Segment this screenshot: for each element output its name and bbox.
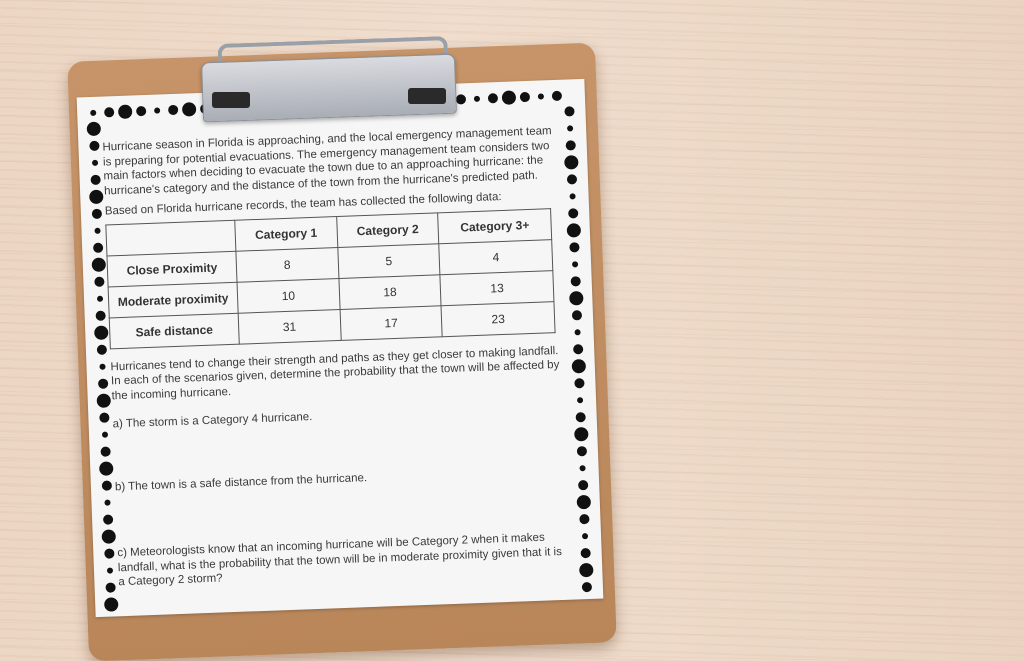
border-dot [566,140,576,150]
row-header: Close Proximity [107,251,237,287]
border-dot [578,480,588,490]
question-a: a) The storm is a Category 4 hurricane. [112,411,313,431]
border-dot [567,174,577,184]
border-dot [577,446,587,456]
border-dot [87,122,102,137]
border-dot [488,93,498,103]
border-dot [89,190,104,205]
border-dot [104,597,119,612]
border-dot [98,379,108,389]
column-header: Category 3+ [438,208,552,243]
intro-paragraph: Hurricane season in Florida is approaching, and the local emergency management team is preparing for potential evacuations. The emergency management team considers two main factors when deciding to evacuate the town due to an approaching hurricane: the hurricane's category and the distance of the town from the hurricane's predicted path. [102,125,552,198]
border-dot [94,277,104,287]
worksheet-page [77,79,604,617]
border-dot [574,329,580,335]
border-dot [564,155,579,170]
border-dot [577,495,592,510]
table-cell: 8 [236,247,339,282]
table-intro: Based on Florida hurricane records, the team has collected the following data: [104,190,502,218]
table-cell: 5 [337,243,440,278]
column-header: Category 1 [235,216,338,251]
question-b: b) The town is a safe distance from the hurricane. [114,471,368,493]
border-dot [474,96,480,102]
border-dot [582,533,588,539]
border-dot [107,567,113,573]
border-dot [572,310,582,320]
border-dot [104,548,114,558]
border-dot [105,582,115,592]
border-dot [92,258,107,273]
table-cell: 17 [340,305,443,340]
border-dot [99,364,105,370]
border-dot [97,345,107,355]
worksheet-content [102,124,568,590]
border-dot [94,228,100,234]
border-dot [581,548,591,558]
table-cell: 4 [439,239,553,274]
border-dot [579,465,585,471]
table-cell: 31 [238,309,341,344]
border-dot [568,208,578,218]
border-dot [569,291,584,306]
border-dot [97,393,112,408]
border-dot [118,104,133,119]
border-dot [577,397,583,403]
table-cell: 10 [237,278,340,313]
border-dot [93,243,103,253]
border-dot [100,446,110,456]
border-dot [104,107,114,117]
border-dot [572,359,587,374]
table-cell: 23 [441,301,555,336]
border-dot [92,160,98,166]
question-c: c) Meteorologists know that an incoming hurricane will be Category 2 when it makes landfall, what is the probability that the town will be in moderate proximity given that it is a Category 2 storm? [117,531,563,589]
row-header: Moderate proximity [108,282,238,318]
border-dot [564,106,574,116]
row-header: Safe distance [109,313,239,349]
border-dot [90,110,96,116]
border-dot [569,242,579,252]
border-dot [456,94,466,104]
border-dot [579,514,589,524]
column-header: Category 2 [336,212,439,247]
table-cell: 13 [440,270,554,305]
border-dot [538,93,544,99]
border-dot [102,529,117,544]
border-dot [97,296,103,302]
border-dot [136,106,146,116]
border-dot [573,344,583,354]
border-dot [99,461,114,476]
border-dot [182,102,197,117]
border-dot [94,325,109,340]
clip-foot-left [212,92,250,108]
border-dot [582,582,592,592]
border-dot [567,125,573,131]
border-dot [552,91,562,101]
border-dot [567,223,582,238]
border-dot [576,412,586,422]
table-cell: 18 [339,274,442,309]
border-dot [579,563,594,578]
border-dot [502,90,517,105]
border-dot [574,378,584,388]
border-dot [89,141,99,151]
border-dot [571,276,581,286]
border-dot [569,193,575,199]
border-dot [104,500,110,506]
scenario-paragraph: Hurricanes tend to change their strength and paths as they get closer to making landfall. In each of the scenarios given, determine the probability that the town will be affected by the incoming hurricane. [110,344,560,402]
border-dot [154,107,160,113]
border-dot [95,311,105,321]
border-dot [99,413,109,423]
border-dot [92,209,102,219]
hurricane-data-table [105,208,555,349]
border-dot [90,175,100,185]
border-dot [574,427,589,442]
border-dot [168,105,178,115]
border-dot [572,261,578,267]
clip-foot-right [408,88,446,104]
table-corner-cell [106,220,236,256]
border-dot [102,432,108,438]
border-dot [520,92,530,102]
border-dot [103,514,113,524]
border-dot [102,480,112,490]
